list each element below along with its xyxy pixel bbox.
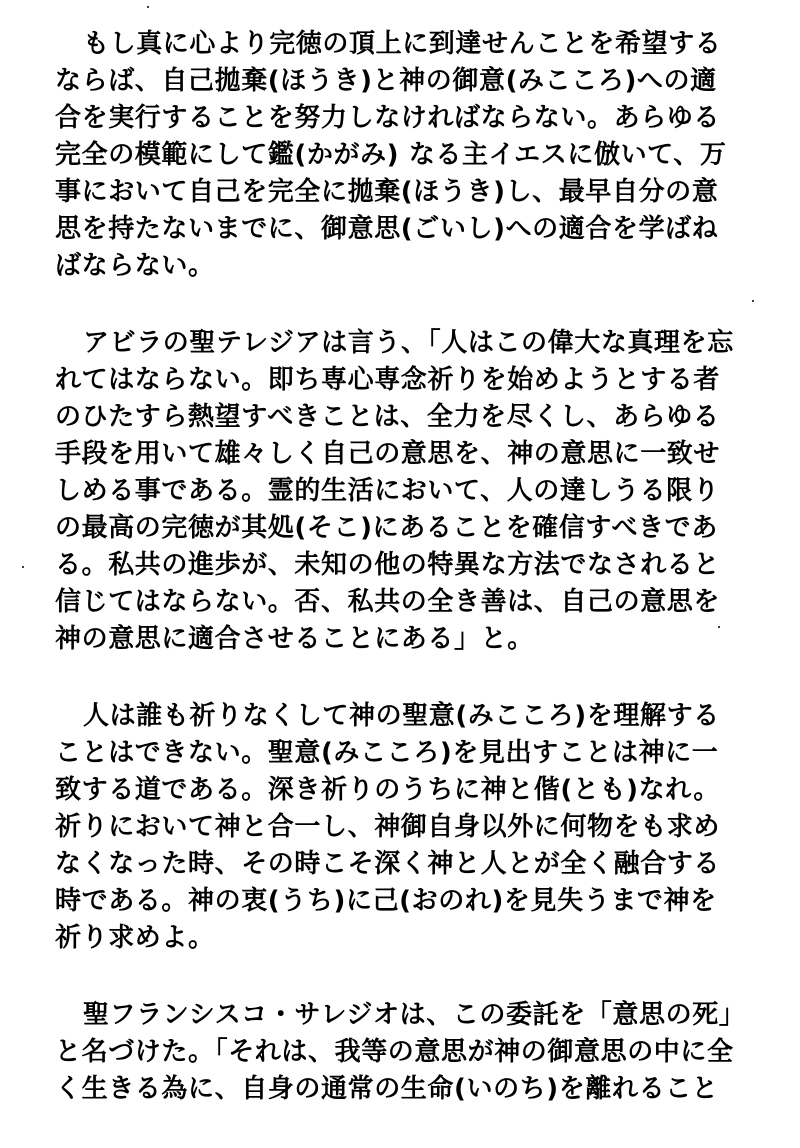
text-line: れてはならない。即ち専心専念祈りを始めようとする者 [55,365,721,395]
paragraph [55,698,745,957]
text-line: 祈り求めよ。 [55,923,215,953]
text-line: る。私共の進歩が、未知の他の特異な方法でなされると [55,550,721,580]
scan-speck [718,626,720,628]
text-line: 信じてはならない。否、私共の全き善は、自己の意思を [55,587,721,617]
text-line: 人は誰も祈りなくして神の聖意(みこころ)を理解する [83,701,720,731]
paragraph [55,325,745,658]
text-line: と名づけた。「それは、我等の意思が神の御意思の中に全 [55,1037,734,1067]
text-line: 手段を用いて雄々しく自己の意思を、神の意思に一致せ [55,439,721,469]
text-line: ばならない。 [55,251,215,281]
text-line: 時である。神の衷(うち)に己(おのれ)を見失うまで神を [55,886,717,916]
text-line: 聖フランシスコ・サレジオは、この委託を「意思の死」 [83,1000,746,1030]
text-line: 神の意思に適合させることにある」と。 [55,624,534,654]
text-line: 合を実行することを努力しなければならない。あらゆる [55,103,721,133]
text-line: の最高の完徳が其処(そこ)にあることを確信すべきであ [55,513,718,543]
text-line: 思を持たないまでに、御意思(ごいし)への適合を学ばね [55,214,719,244]
text-line: ならば、自己拋棄(ほうき)と神の御意(みこころ)への適 [55,66,717,96]
scan-speck [752,300,754,302]
scan-speck [147,6,149,8]
body-text [55,26,745,1148]
text-line: もし真に心より完徳の頂上に到達せんことを希望する [83,29,722,59]
text-line: なくなった時、その時こそ深く神と人とが全く融合する [55,849,721,879]
text-line: 致する道である。深き祈りのうちに神と偕(とも)なれ。 [55,775,720,805]
text-line: アビラの聖テレジアは言う、「人はこの偉大な真理を忘 [83,328,734,358]
paragraph [55,997,745,1108]
text-line: のひたすら熱望すべきことは、全力を尽くし、あらゆる [55,402,720,432]
text-line: 祈りにおいて神と合一し、神御自身以外に何物をも求め [55,812,721,842]
text-line: 完全の模範にして鑑(かがみ) なる主イエスに倣いて、万 [55,140,727,170]
text-line: しめる事である。霊的生活において、人の達しうる限り [55,476,720,506]
scan-speck [22,566,24,568]
text-line: く生きる為に、自身の通常の生命(いのち)を離れること [55,1074,719,1104]
text-line: ことはできない。聖意(みこころ)を見出すことは神に一 [55,738,719,768]
paragraph [55,26,745,285]
text-line: 事において自己を完全に拋棄(ほうき)し、最早自分の意 [55,177,719,207]
